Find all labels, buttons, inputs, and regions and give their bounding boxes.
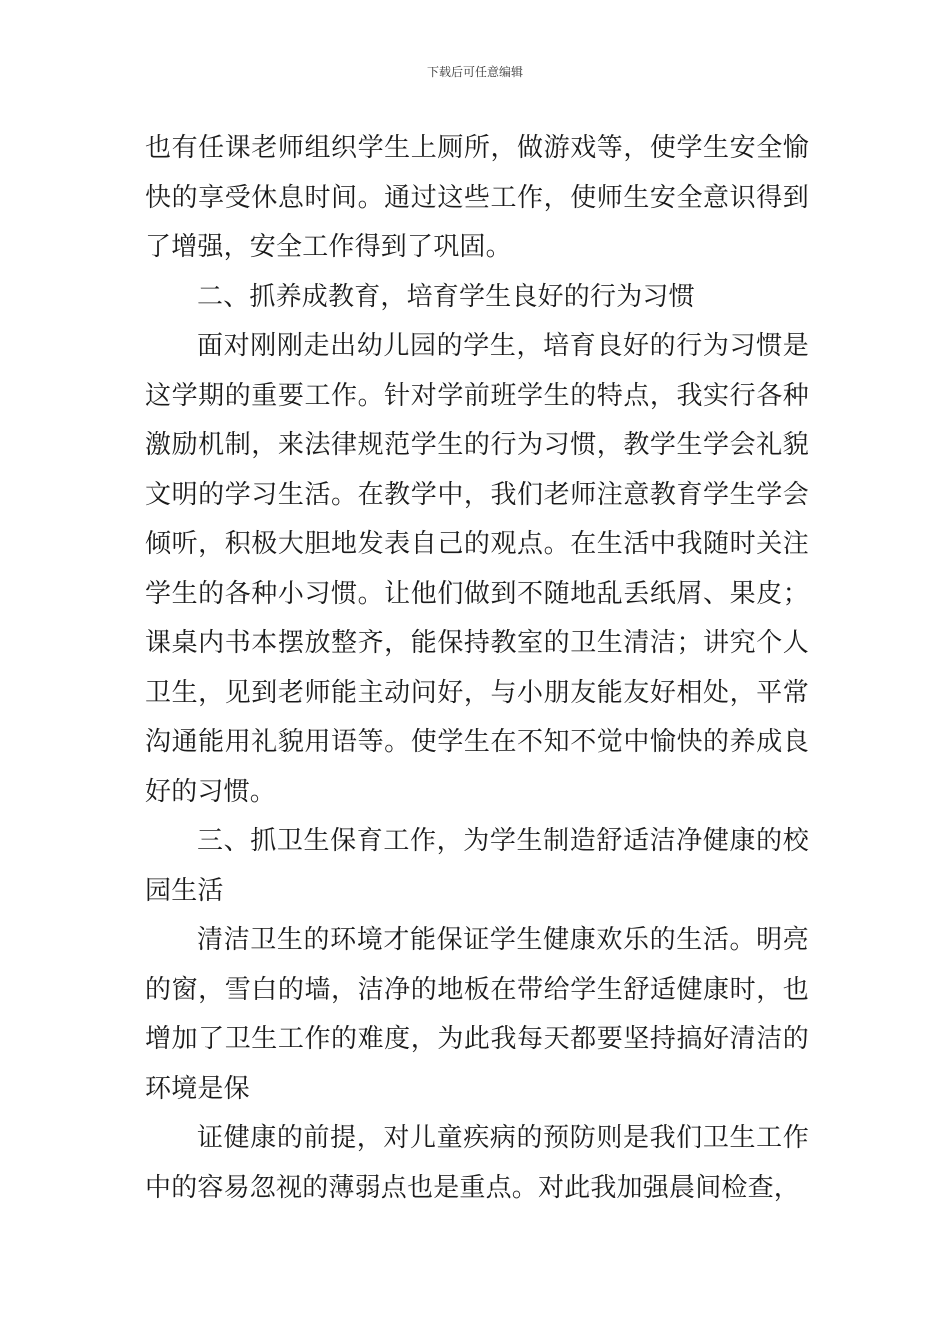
paragraph-3: 清洁卫生的环境才能保证学生健康欢乐的生活。明亮的窗，雪白的墙，洁净的地板在带给学生舒适健康时，也增加了卫生工作的难度，为此我每天都要坚持搞好清洁的环境是保 xyxy=(145,925,809,1104)
section-heading-3: 三、抓卫生保育工作，为学生制造舒适洁净健康的校园生活 xyxy=(145,826,809,906)
paragraph-4: 证健康的前提，对儿童疾病的预防则是我们卫生工作中的容易忽视的薄弱点也是重点。对此我加强晨间检查， xyxy=(145,1123,809,1203)
document-body xyxy=(145,124,809,1213)
paragraph-1: 也有任课老师组织学生上厕所，做游戏等，使学生安全愉快的享受休息时间。通过这些工作，使师生安全意识得到了增强，安全工作得到了巩固。 xyxy=(145,133,809,262)
section-heading-2: 二、抓养成教育，培育学生良好的行为习惯 xyxy=(197,281,695,312)
page-header: 下载后可任意编辑 xyxy=(426,65,523,79)
paragraph-2: 面对刚刚走出幼儿园的学生，培育良好的行为习惯是这学期的重要工作。针对学前班学生的特点，我实行各种激励机制，来法律规范学生的行为习惯，教学生学会礼貌文明的学习生活。在教学中，我们老师注意教育学生学会倾听，积极大胆地发表自己的观点。在生活中我随时关注学生的各种小习惯。让他们做到不随地乱丢纸屑、果皮；课桌内书本摆放整齐，能保持教室的卫生清洁；讲究个人卫生，见到老师能主动问好，与小朋友能友好相处，平常沟通能用礼貌用语等。使学生在不知不觉中愉快的养成良好的习惯。 xyxy=(145,331,809,807)
